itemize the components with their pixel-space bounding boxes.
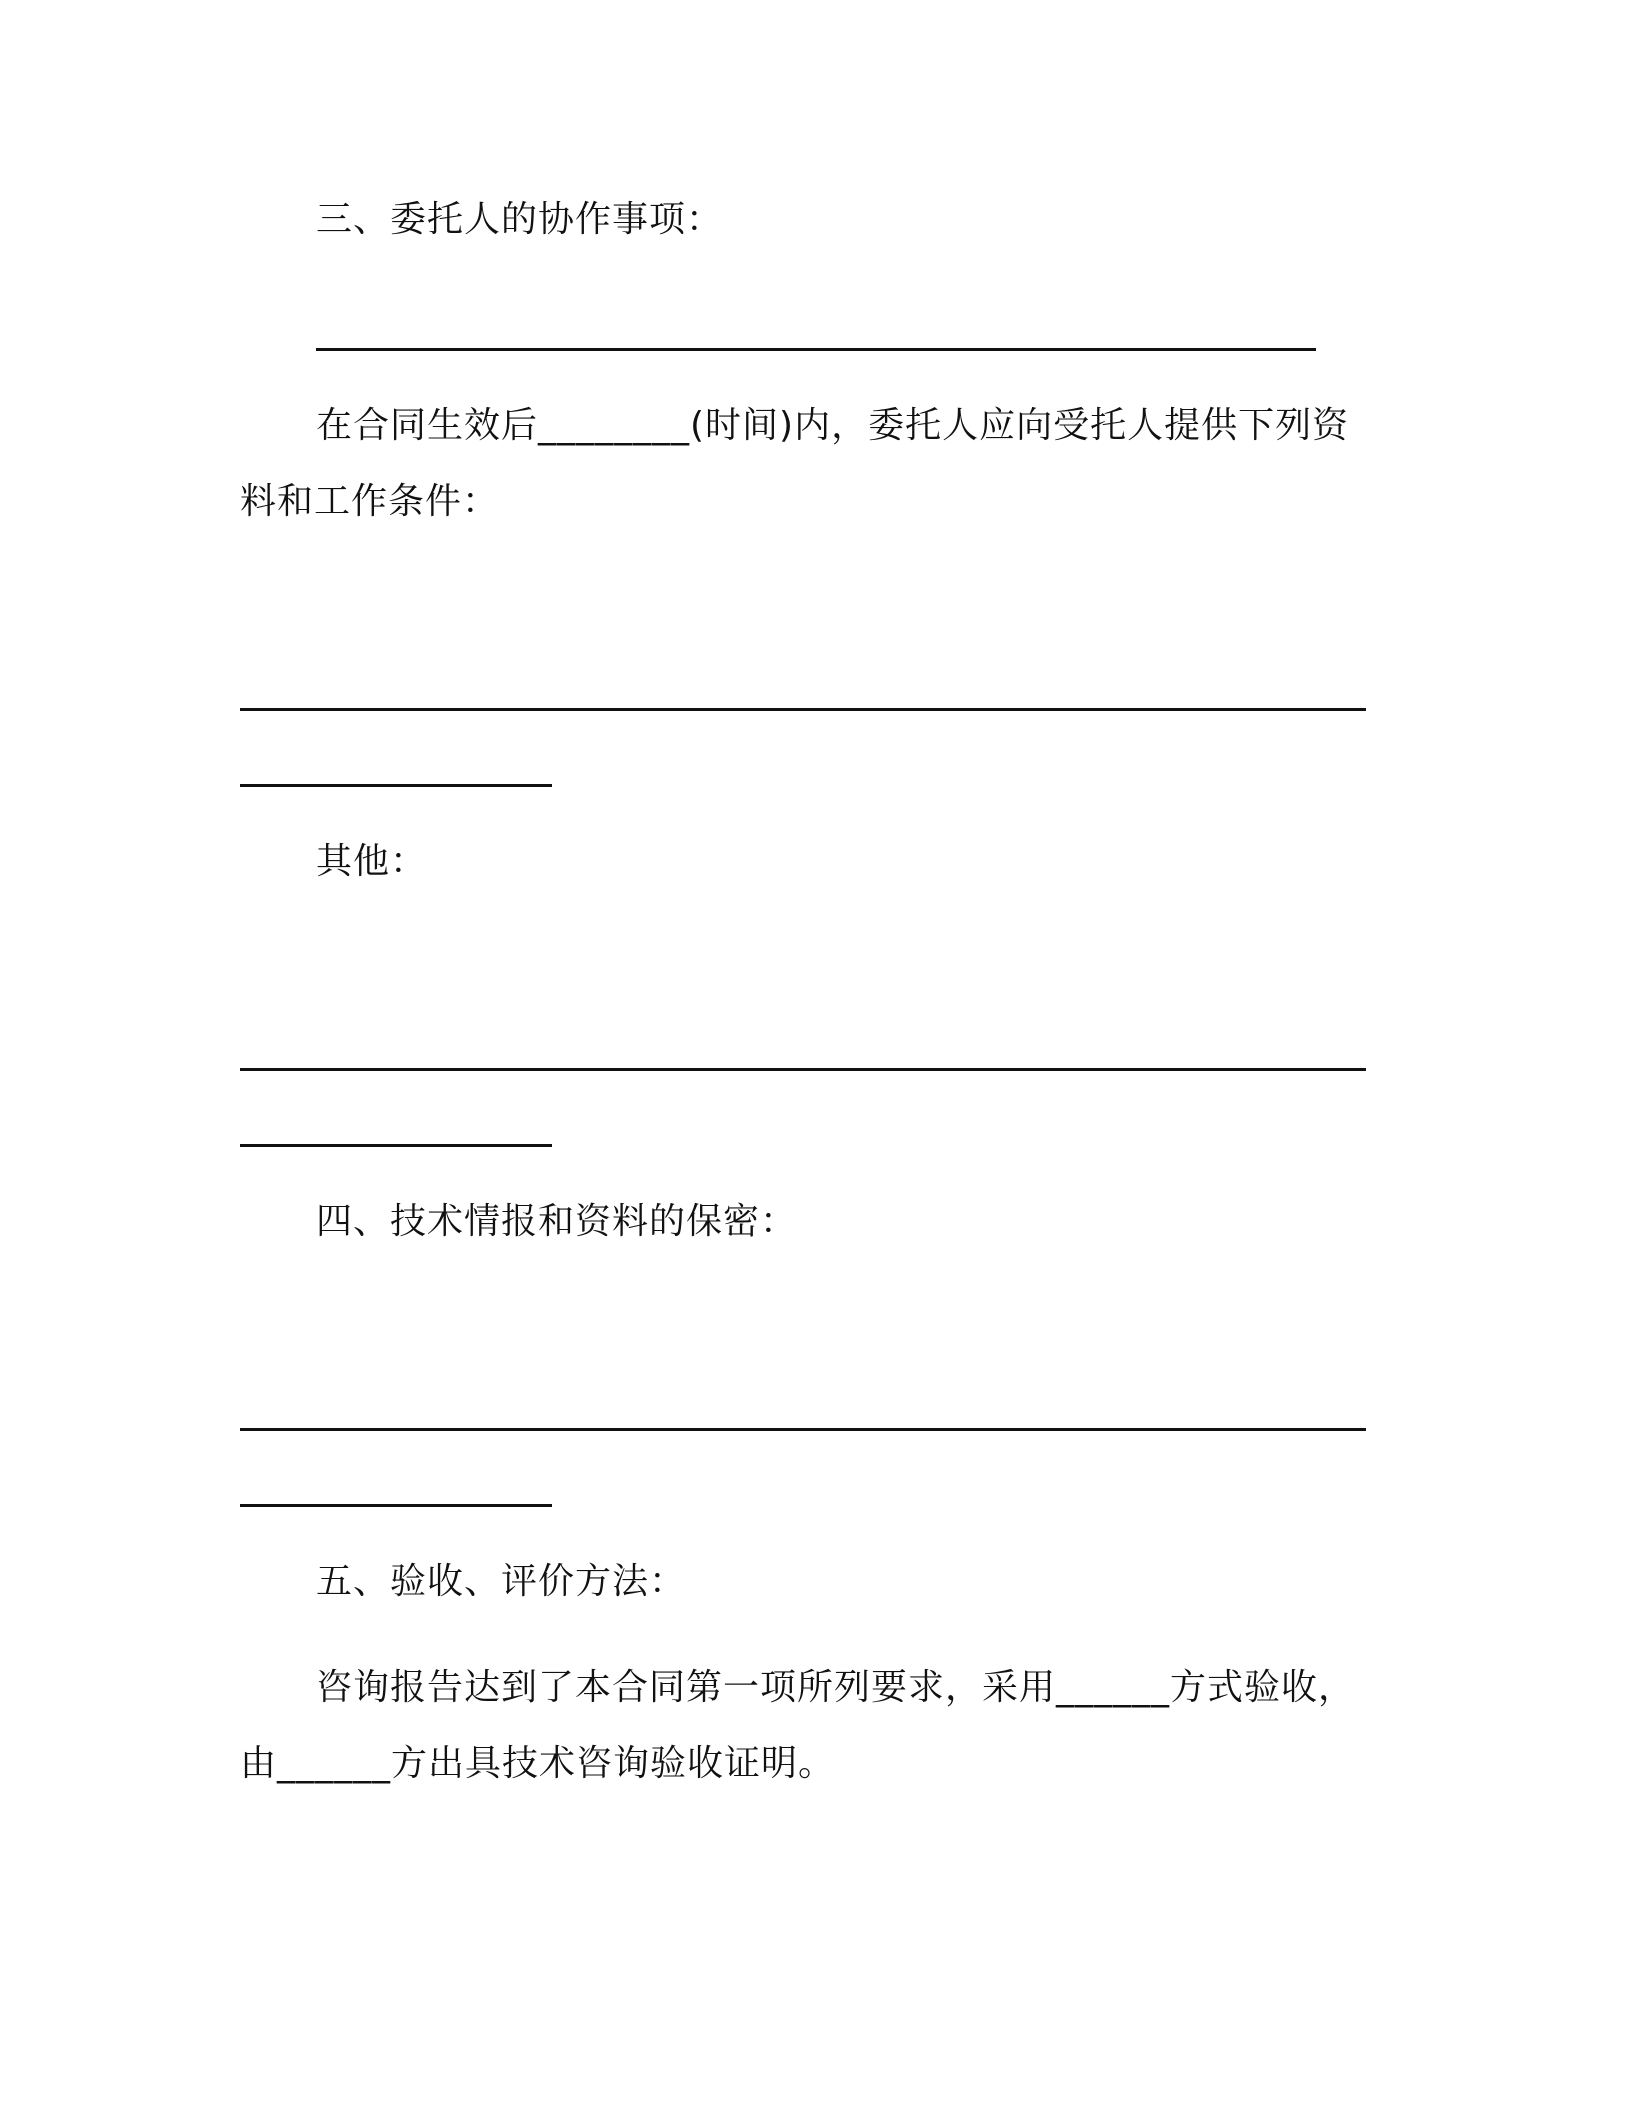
section-3-heading: 三、委托人的协作事项： — [316, 199, 724, 240]
section-5-paragraph-line-2: 由______方出具技术咨询验收证明。 — [240, 1743, 836, 1784]
blank-rule-s4-full — [240, 1428, 1366, 1431]
section-3-paragraph-line-1: 在合同生效后________(时间)内，委托人应向受托人提供下列资 — [316, 405, 1350, 446]
blank-rule-s4-short — [240, 1504, 552, 1507]
section-4-heading: 四、技术情报和资料的保密： — [316, 1201, 798, 1242]
blank-rule-s3-a — [316, 348, 1316, 351]
blank-rule-s3-c-full — [240, 1068, 1366, 1071]
blank-rule-s3-b-full — [240, 708, 1366, 711]
section-5-heading: 五、验收、评价方法： — [316, 1561, 687, 1602]
blank-rule-s3-b-short — [240, 784, 552, 787]
section-5-paragraph-line-1: 咨询报告达到了本合同第一项所列要求，采用______方式验收， — [316, 1667, 1356, 1708]
section-3-paragraph-line-2: 料和工作条件： — [240, 481, 500, 522]
blank-rule-s3-c-short — [240, 1144, 552, 1147]
section-3-other-label: 其他： — [316, 841, 428, 882]
